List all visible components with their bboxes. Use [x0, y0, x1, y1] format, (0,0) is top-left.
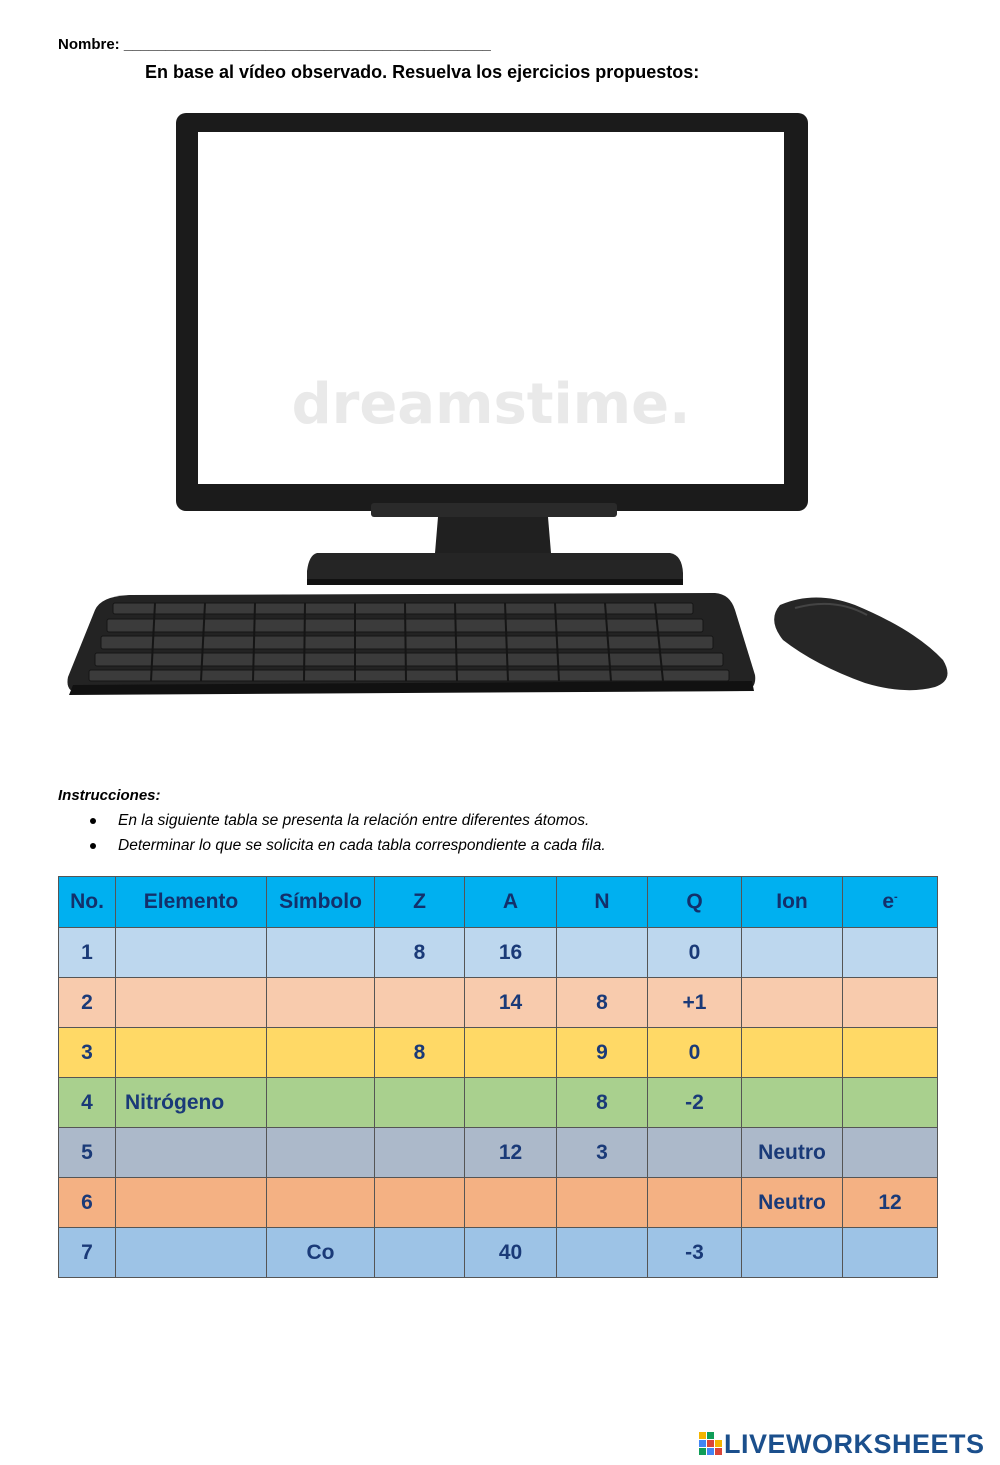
cell-simbolo[interactable] — [267, 1028, 375, 1078]
instruction-item: En la siguiente tabla se presenta la relación entre diferentes átomos. — [88, 810, 606, 835]
cell-ion[interactable] — [742, 1028, 843, 1078]
cell-ion[interactable] — [742, 978, 843, 1028]
cell-elemento[interactable] — [116, 1228, 267, 1278]
cell-q[interactable] — [648, 1178, 742, 1228]
cell-simbolo[interactable] — [267, 978, 375, 1028]
cell-no: 5 — [59, 1128, 116, 1178]
col-header-elemento: Elemento — [116, 877, 267, 928]
table-row — [59, 1178, 938, 1228]
cell-q: -3 — [648, 1228, 742, 1278]
col-header-z: Z — [375, 877, 465, 928]
cell-q: 0 — [648, 928, 742, 978]
cell-elemento[interactable] — [116, 1028, 267, 1078]
atoms-table — [58, 876, 938, 1278]
cell-n[interactable] — [557, 1178, 648, 1228]
cell-a[interactable] — [465, 1178, 557, 1228]
name-line[interactable]: ____________________________________________ — [123, 36, 491, 53]
instructions-title: Instrucciones: — [58, 787, 161, 804]
cell-z[interactable] — [375, 1228, 465, 1278]
cell-no: 2 — [59, 978, 116, 1028]
cell-q[interactable] — [648, 1128, 742, 1178]
table-row — [59, 1228, 938, 1278]
col-header-n: N — [557, 877, 648, 928]
cell-elemento[interactable] — [116, 1128, 267, 1178]
cell-electrons[interactable] — [843, 1128, 938, 1178]
cell-z[interactable] — [375, 1178, 465, 1228]
logo-text: LIVEWORKSHEETS — [724, 1428, 985, 1459]
cell-ion: Neutro — [742, 1128, 843, 1178]
cell-no: 7 — [59, 1228, 116, 1278]
instruction-item: Determinar lo que se solicita en cada tabla correspondiente a cada fila. — [88, 835, 606, 860]
table-row — [59, 1028, 938, 1078]
cell-electrons[interactable] — [843, 1228, 938, 1278]
cell-n: 9 — [557, 1028, 648, 1078]
cell-q: +1 — [648, 978, 742, 1028]
cell-a: 12 — [465, 1128, 557, 1178]
cell-a: 40 — [465, 1228, 557, 1278]
table-row — [59, 1078, 938, 1128]
name-label: Nombre: — [58, 36, 124, 53]
cell-simbolo[interactable] — [267, 1078, 375, 1128]
cell-ion[interactable] — [742, 928, 843, 978]
cell-elemento[interactable] — [116, 1178, 267, 1228]
cell-electrons[interactable] — [843, 978, 938, 1028]
cell-simbolo: Co — [267, 1228, 375, 1278]
table-row — [59, 1128, 938, 1178]
cell-z[interactable] — [375, 1128, 465, 1178]
page-title: En base al vídeo observado. Resuelva los ejercicios propuestos: — [145, 62, 700, 82]
cell-simbolo[interactable] — [267, 1178, 375, 1228]
col-header-simbolo: Símbolo — [267, 877, 375, 928]
computer-illustration — [55, 105, 955, 705]
cell-n: 8 — [557, 978, 648, 1028]
cell-n[interactable] — [557, 1228, 648, 1278]
cell-elemento: Nitrógeno — [116, 1078, 267, 1128]
cell-simbolo[interactable] — [267, 1128, 375, 1178]
table-row — [59, 928, 938, 978]
liveworksheets-logo — [698, 1430, 985, 1458]
cell-elemento[interactable] — [116, 978, 267, 1028]
table-header-row — [59, 877, 938, 928]
logo-icon — [698, 1431, 724, 1457]
cell-simbolo[interactable] — [267, 928, 375, 978]
cell-a[interactable] — [465, 1078, 557, 1128]
electron-superscript: - — [894, 891, 898, 903]
cell-z[interactable] — [375, 1078, 465, 1128]
table-row — [59, 978, 938, 1028]
cell-no: 6 — [59, 1178, 116, 1228]
cell-a: 14 — [465, 978, 557, 1028]
cell-q: -2 — [648, 1078, 742, 1128]
cell-z[interactable] — [375, 978, 465, 1028]
cell-q: 0 — [648, 1028, 742, 1078]
cell-a[interactable] — [465, 1028, 557, 1078]
col-header-q: Q — [648, 877, 742, 928]
cell-electrons[interactable] — [843, 1028, 938, 1078]
cell-z: 8 — [375, 928, 465, 978]
cell-ion: Neutro — [742, 1178, 843, 1228]
cell-z: 8 — [375, 1028, 465, 1078]
cell-ion[interactable] — [742, 1078, 843, 1128]
cell-ion[interactable] — [742, 1228, 843, 1278]
cell-n: 3 — [557, 1128, 648, 1178]
cell-no: 3 — [59, 1028, 116, 1078]
cell-electrons: 12 — [843, 1178, 938, 1228]
col-header-no: No. — [59, 877, 116, 928]
watermark: dreamstime. — [291, 372, 691, 437]
cell-electrons[interactable] — [843, 928, 938, 978]
col-header-a: A — [465, 877, 557, 928]
name-field — [58, 36, 491, 53]
cell-elemento[interactable] — [116, 928, 267, 978]
cell-a: 16 — [465, 928, 557, 978]
cell-n: 8 — [557, 1078, 648, 1128]
cell-n[interactable] — [557, 928, 648, 978]
cell-electrons[interactable] — [843, 1078, 938, 1128]
cell-no: 4 — [59, 1078, 116, 1128]
instructions-list — [88, 810, 606, 860]
col-header-electrons: e- — [843, 877, 938, 928]
cell-no: 1 — [59, 928, 116, 978]
col-header-ion: Ion — [742, 877, 843, 928]
